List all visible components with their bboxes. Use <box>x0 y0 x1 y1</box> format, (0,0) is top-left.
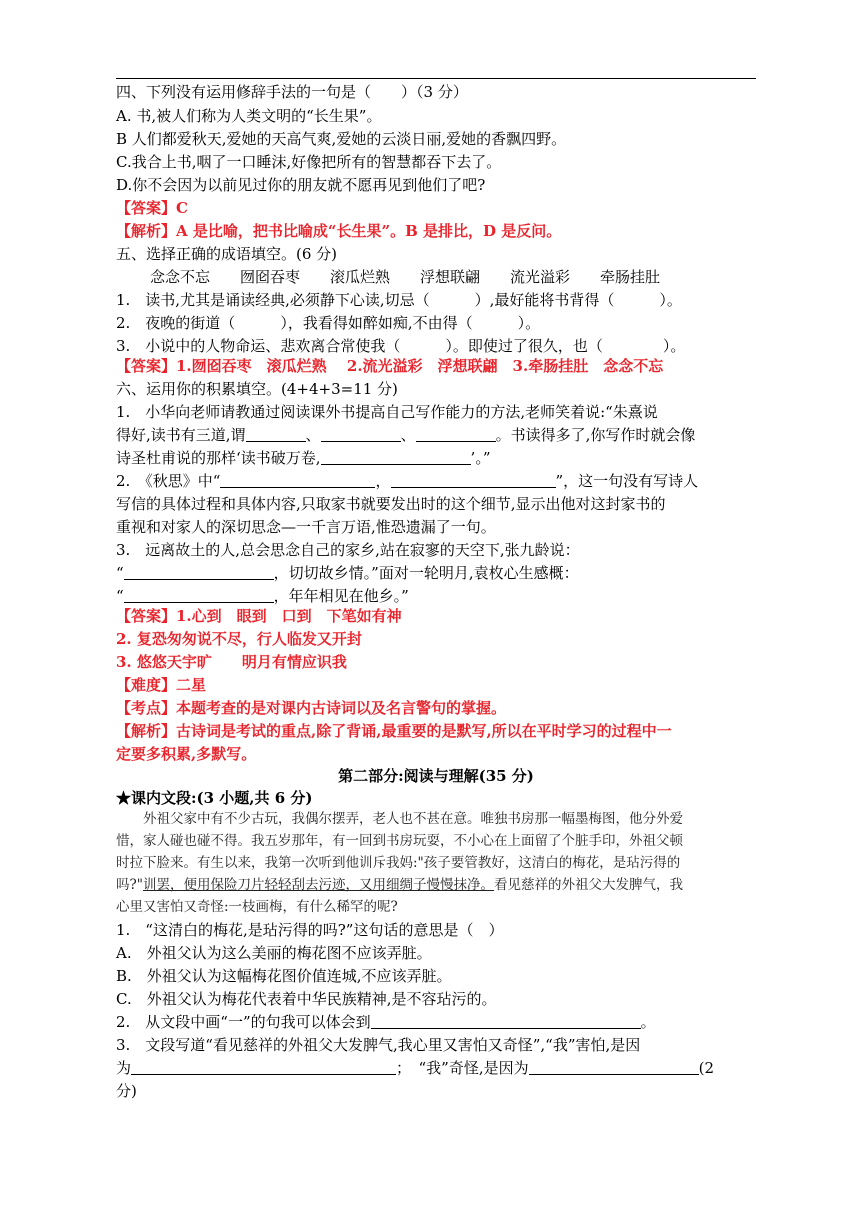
header-rule <box>116 78 756 79</box>
text: ’。” <box>470 449 491 467</box>
text: 2. 从文段中画“一”的句我可以体会到 <box>116 1013 371 1031</box>
passage-line-2: 惜，家人碰也碰不得。我五岁那年，有一回到书房玩耍，不小心在上面留了个脏手印，外祖父顿 <box>116 833 683 849</box>
q6-p1-line2 <box>116 423 766 447</box>
q4-option-a: A. 书,被人们称为人类文明的“长生果”。 <box>116 107 382 125</box>
reading-q1-b: B. 外祖父认为这幅梅花图价值连城,不应该弄脏。 <box>116 967 452 985</box>
fill-blank[interactable] <box>220 473 375 488</box>
q6-p1-line1: 1. 小华向老师请教通过阅读课外书提高自己写作能力的方法,老师笑着说:“朱熹说 <box>116 403 658 421</box>
text: ； “我”奇怪,是因为 <box>396 1059 529 1077</box>
q5-sentence-2: 2. 夜晚的街道（ ），我看得如醉如痴,不由得（ ）。 <box>116 314 541 332</box>
q4-option-d: D.你不会因为以前见过你的朋友就不愿再见到他们了吧? <box>116 176 486 194</box>
q6-p1-line3 <box>116 446 766 470</box>
part2-title: 第二部分:阅读与理解(35 分) <box>338 767 534 785</box>
text: 吗?" <box>116 877 143 893</box>
text: ，切切故乡情。”面对一轮明月,袁枚心生感概： <box>273 564 579 582</box>
fill-blank[interactable] <box>416 427 496 442</box>
fill-blank[interactable] <box>321 427 401 442</box>
text: ， <box>375 472 391 490</box>
q6-point: 【考点】本题考查的是对课内古诗词以及名言警句的掌握。 <box>116 699 507 717</box>
q5-sentence-3: 3. 小说中的人物命运、悲欢离合常使我（ ）。即使过了很久，也（ ）。 <box>116 337 686 355</box>
q5-title: 五、选择正确的成语填空。(6 分) <box>116 245 338 263</box>
q6-analysis-2: 定要多积累,多默写。 <box>116 745 257 763</box>
q5-word-bank: 念念不忘 囫囵吞枣 滚瓜烂熟 浮想联翩 流光溢彩 牵肠挂肚 <box>150 268 661 286</box>
passage-line-3: 时拉下脸来。有生以来，我第一次听到他训斥我妈:"孩子要管教好，这清白的梅花，是玷污得的 <box>116 855 681 871</box>
q4-option-b: B 人们都爱秋天,爱她的天高气爽,爱她的云淡日丽,爱她的香飘四野。 <box>116 130 567 148</box>
text: 。书读得多了,你写作时就会像 <box>495 426 696 444</box>
reading-q2 <box>116 1010 766 1034</box>
fill-blank[interactable] <box>371 1014 641 1029</box>
text: “ <box>116 564 124 582</box>
text: 为 <box>116 1059 132 1077</box>
text: ，年年相见在他乡。” <box>273 587 409 605</box>
q4-title: 四、下列没有运用修辞手法的一句是（ ）（3 分） <box>116 83 468 101</box>
fill-blank[interactable] <box>246 427 306 442</box>
passage-line-4 <box>116 874 766 896</box>
fill-blank[interactable] <box>529 1060 699 1075</box>
q6-answer-1: 【答案】1.心到 眼到 口到 下笔如有神 <box>116 607 402 625</box>
reading-q3-line1: 3. 文段写道“看见慈祥的外祖父大发脾气,我心里又害怕又奇怪”,“我”害怕,是因 <box>116 1036 641 1054</box>
q6-answer-2: 2. 复恐匆匆说不尽，行人临发又开封 <box>116 630 362 648</box>
fill-blank[interactable] <box>131 1060 396 1075</box>
q6-p2-line2: 写信的具体过程和具体内容,只取家书就要发出时的这个细节,显示出他对这封家书的 <box>116 495 666 513</box>
fill-blank[interactable] <box>321 450 471 465</box>
text: 、 <box>305 426 321 444</box>
text: ”，这一句没有写诗人 <box>555 472 699 490</box>
text: 2. 《秋思》中“ <box>116 472 221 490</box>
passage-line-5: 心里又害怕又奇怪:一枝画梅，有什么稀罕的呢? <box>116 899 398 915</box>
q6-title: 六、运用你的积累填空。(4+4+3=11 分) <box>116 380 398 398</box>
q6-answer-3: 3. 悠悠天宇旷 明月有情应识我 <box>116 653 347 671</box>
text: 、 <box>400 426 416 444</box>
reading-q1-a: A. 外祖父认为这么美丽的梅花图不应该弄脏。 <box>116 944 432 962</box>
q6-difficulty: 【难度】二星 <box>116 676 207 694</box>
q6-p2-line1 <box>116 469 766 493</box>
fill-blank[interactable] <box>124 565 274 580</box>
reading-q3-line2 <box>116 1056 766 1080</box>
text: 。 <box>640 1013 656 1031</box>
reading-q3-line3: 分) <box>116 1082 137 1100</box>
text: 得好,读书有三道,谓 <box>116 426 246 444</box>
passage-line-1: 外祖父家中有不少古玩，我偶尔摆弄，老人也不甚在意。唯独书房那一幅墨梅图，他分外爱 <box>116 811 683 827</box>
text: 诗圣杜甫说的那样‘读书破万卷, <box>116 449 321 467</box>
q6-p2-line3: 重视和对家人的深切思念—一千言万语,惟恐遗漏了一句。 <box>116 518 496 536</box>
q4-analysis: 【解析】A 是比喻，把书比喻成“长生果”。B 是排比，D 是反问。 <box>116 222 562 240</box>
q4-option-c: C.我合上书,咽了一口睡沫,好像把所有的智慧都吞下去了。 <box>116 153 502 171</box>
text: 看见慈祥的外祖父大发脾气，我 <box>493 877 683 893</box>
text: (2 <box>698 1059 715 1077</box>
text: “ <box>116 587 124 605</box>
q6-analysis-1: 【解析】古诗词是考试的重点,除了背诵,最重要的是默写,所以在平时学习的过程中一 <box>116 722 672 740</box>
underlined-sentence: 训罢，便用保险刀片轻轻刮去污迹，又用细绸子慢慢抹净。 <box>142 877 494 893</box>
reading-q1: 1. “这清白的梅花,是玷污得的吗?”这句话的意思是（ ） <box>116 921 504 939</box>
q5-answer: 【答案】1.囫囵吞枣 滚瓜烂熟 2.流光溢彩 浮想联翩 3.牵肠挂肚 念念不忘 <box>116 357 664 375</box>
q6-p3-line1: 3. 远离故土的人,总会思念自己的家乡,站在寂寥的天空下,张九龄说： <box>116 541 580 559</box>
reading-q1-c: C. 外祖父认为梅花代表着中华民族精神,是不容玷污的。 <box>116 990 497 1008</box>
q5-sentence-1: 1. 读书,尤其是诵读经典,必须静下心读,切忌（ ）,最好能将书背得（ ）。 <box>116 291 682 309</box>
q4-answer: 【答案】C <box>116 199 188 217</box>
part2-section: ★课内文段:(3 小题,共 6 分) <box>116 789 313 807</box>
q6-p3-line2 <box>116 561 766 585</box>
fill-blank[interactable] <box>124 588 274 603</box>
fill-blank[interactable] <box>391 473 556 488</box>
